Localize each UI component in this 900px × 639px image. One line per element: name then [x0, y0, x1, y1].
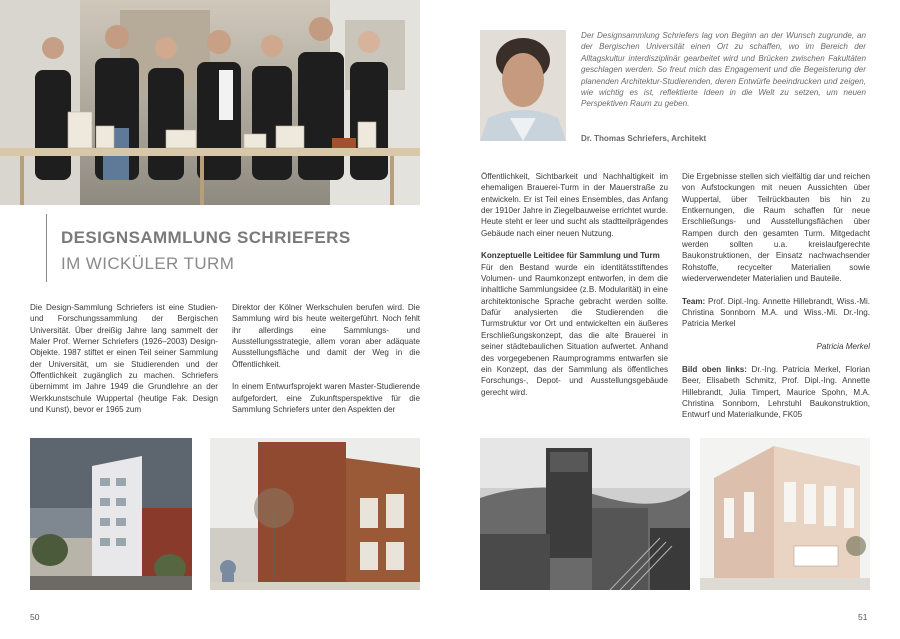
page-number: 50	[30, 612, 40, 622]
rendering-tower-model	[700, 438, 870, 590]
heading-sub: IM WICKÜLER TURM	[61, 254, 235, 273]
group-photo-illustration	[0, 0, 420, 205]
section-subheading: Konzeptuelle Leitidee für Sammlung und Turm	[481, 251, 660, 261]
heading-main: DESIGNSAMMLUNG SCHRIEFERS	[61, 228, 351, 247]
tower-model-illustration	[700, 438, 870, 590]
team-credit	[682, 296, 870, 330]
quote-author: Dr. Thomas Schriefers, Architekt	[581, 134, 707, 143]
paragraph: Direktor der Kölner Werkschulen berufen wird. Die Sammlung wird bis heute weitergeführt. Noch fehlt ihr allerdings eine Sammlungs- und Ausstellungsstrategie, allem voran aber adäquate Ausstellungsfläche und damit der Weg in die Öffentlichkeit.	[232, 303, 420, 369]
brewery-photo-illustration	[480, 438, 690, 590]
portrait-illustration	[480, 30, 566, 141]
rendering-facade-illustration	[210, 438, 420, 590]
paragraph: Die Design-Sammlung Schriefers ist eine Studien- und Forschungssammlung der Bergischen Universität. Über dreißig Jahre lang sammelt der Maler Prof. Werner Schriefers (1926–2003) Design-Objekte. 1987 stiftet er einen Teil seiner Sammlung der Universität, um sie Studierenden und der Öffentlichkeit zugänglich zu machen. Schriefers übernimmt im Jahre 1949 die Grundlehre an der Werkkunstschule Wuppertal (heutige Fak. Design und Kunst), bevor er 1965 zum	[30, 303, 218, 415]
rendering-facade-street	[210, 438, 420, 590]
author-signature: Patricia Merkel	[816, 342, 870, 352]
paragraph: Die Ergebnisse stellen sich vielfältig dar und reichen von Aufstockungen mit neuen Aussichten über Wuppertal, über Teilrückbauten bis hin zu Entkernungen, die Raum schaffen für neue Erschließungs- und Ausstellungsflächen über Rampen durch den gesamten Turm. Mitgedacht werden sollten u.a. kreislaufgerechte Baukonstruktionen, der Einsatz nachwachsender Rohstoffe, recycelter Materialien sowie wiederverwendeter Materialien und Bauteile.	[682, 172, 870, 284]
paragraph: Öffentlichkeit, Sichtbarkeit und Nachhaltigkeit im ehemaligen Brauerei-Turm in der Mauerstraße zu entwickeln. Er ist Teil eines Ensembles, das Anfang der 1910er Jahre in Ziegelbauweise errichtet wurde. Heute steht er leer und sucht als stadtteilprägendes Gebäude nach einer neuen Nutzung.	[481, 172, 668, 238]
team-label: Team:	[682, 296, 706, 306]
pull-quote: Der Designsammlung Schriefers lag von Beginn an der Wunsch zugrunde, an der Bergischen Universität einen Ort zu schaffen, wo im Bereich der Alltagskultur interdisziplinär gearbeitet wird und Brücken zwischen Fakultäten geschlagen werden. So freut mich das Engagement und die Begeisterung der planenden Architektur-Studierenden, deren Entwürfe beeindrucken und zeigen, wie wichtig es ist, reflektierte Ideen in die Welt zu setzen, um neuen Perspektiven Raum zu geben.	[581, 31, 866, 109]
left-column-2	[232, 302, 420, 415]
photo-brewery-tower-bw	[480, 438, 690, 590]
right-column-1	[481, 171, 668, 398]
caption-text: Dr.-Ing. Patricia Merkel, Florian Beer, Elisabeth Schmitz, Prof. Dipl.-Ing. Annette Hillebrandt, Julia Timpert, Maurice Spohn, M.A. Christina Sonnborn, Lehrstuhl Baukonstruktion, Entwurf und Materialkunde, FK05	[682, 364, 870, 420]
rendering-tower-illustration	[30, 438, 192, 590]
article-heading	[46, 214, 387, 282]
team-text: Prof. Dipl.-Ing. Annette Hillebrandt, Wiss.-Mi. Christina Sonnborn M.A. und Wiss.-Mi. Dr.-Ing. Patricia Merkel	[682, 296, 871, 329]
paragraph: In einem Entwurfsprojekt waren Master-Studierende aufgefordert, eine Zukunftsperspektive für die Sammlung Schriefers unter den Aspekten der	[232, 382, 420, 415]
caption-label: Bild oben links:	[682, 364, 747, 374]
portrait-photo	[480, 30, 566, 141]
left-column-1	[30, 302, 218, 415]
paragraph: Für den Bestand wurde ein identitätsstiftendes Volumen- und Raumkonzept entworfen, in dem die inhaltliche Sammlungsidee (z.B. Modularität) in eine architektonische Sprache gebracht werden sollte. Dafür analysierten die Studierenden die Turmstruktur vor Ort und entwickelten ein äußeres Erschließungskonzept, das die alte Brauerei in seiner städtebaulichen Situation aufwertet. Anhand des vorgegebenen Raumprogramms entwarfen sie ein Konzept, das der Sammlung als öffentliches Forschungs-, Depot- und Ausstellungsgebäude gerecht wird.	[481, 262, 668, 397]
right-column-2	[682, 171, 870, 421]
photo-caption	[682, 364, 870, 421]
rendering-tower-exterior	[30, 438, 192, 590]
group-photo	[0, 0, 420, 205]
page-number: 51	[858, 612, 868, 622]
